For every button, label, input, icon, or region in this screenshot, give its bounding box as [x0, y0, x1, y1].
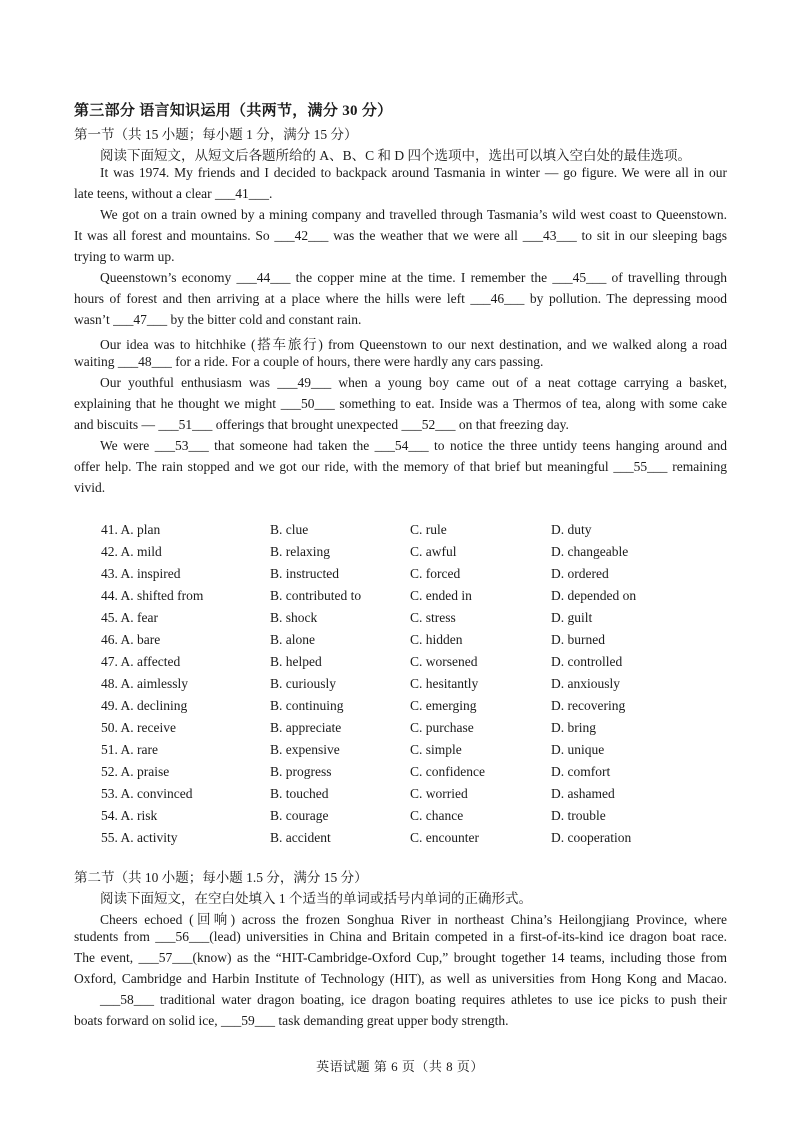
option-row: [101, 654, 721, 674]
option-c: C. rule: [410, 522, 447, 537]
option-a: 44. A. shifted from: [101, 588, 204, 603]
passage-line: offer help. The rain stopped and we got our ride, with the memory of that brief but meaningful ___55___ remaining: [74, 459, 727, 474]
option-a: 49. A. declining: [101, 698, 188, 713]
option-c: C. chance: [410, 808, 464, 823]
option-c: C. awful: [410, 544, 457, 559]
section1-instruction: 阅读下面短文，从短文后各题所给的 A、B、C 和 D 四个选项中，选出可以填入空白处的最佳选项。: [100, 148, 692, 163]
option-c: C. worried: [410, 786, 468, 801]
option-row: [101, 698, 721, 718]
option-a: 55. A. activity: [101, 830, 178, 845]
option-c: C. encounter: [410, 830, 479, 845]
option-d: D. comfort: [551, 764, 611, 779]
option-b: B. expensive: [270, 742, 340, 757]
option-row: [101, 720, 721, 740]
option-a: 43. A. inspired: [101, 566, 181, 581]
option-b: B. curiously: [270, 676, 336, 691]
option-row: [101, 544, 721, 564]
option-b: B. clue: [270, 522, 309, 537]
passage-line: Cheers echoed (回响) across the frozen Songhua River in northeast China’s Heilongjiang Province, where: [100, 912, 727, 927]
passage-line: trying to warm up.: [74, 249, 175, 264]
option-a: 41. A. plan: [101, 522, 161, 537]
option-c: C. hesitantly: [410, 676, 479, 691]
page-footer: 英语试题 第 6 页（共 8 页）: [316, 1059, 484, 1074]
option-a: 42. A. mild: [101, 544, 162, 559]
section2-heading: 第二节（共 10 小题；每小题 1.5 分，满分 15 分）: [74, 870, 368, 885]
option-c: C. emerging: [410, 698, 477, 713]
option-d: D. controlled: [551, 654, 623, 669]
passage-line: We got on a train owned by a mining company and travelled through Tasmania’s wild west coast to Queenstown.: [100, 207, 727, 222]
option-d: D. cooperation: [551, 830, 632, 845]
option-row: [101, 522, 721, 542]
option-row: [101, 786, 721, 806]
option-d: D. bring: [551, 720, 596, 735]
section2-instruction: 阅读下面短文，在空白处填入 1 个适当的单词或括号内单词的正确形式。: [100, 891, 532, 906]
passage-line: Our youthful enthusiasm was ___49___ when a young boy came out of a neat cottage carrying a basket,: [100, 375, 727, 390]
option-a: 46. A. bare: [101, 632, 161, 647]
passage-line: It was 1974. My friends and I decided to backpack around Tasmania in winter — go figure. We were all in our: [100, 165, 727, 180]
option-b: B. continuing: [270, 698, 344, 713]
option-b: B. shock: [270, 610, 318, 625]
option-d: D. burned: [551, 632, 605, 647]
option-row: [101, 588, 721, 608]
option-b: B. courage: [270, 808, 329, 823]
option-b: B. contributed to: [270, 588, 362, 603]
passage-line: Oxford, Cambridge and Harbin Institute of Technology (HIT), as well as universities from Hong Kong and Macao.: [74, 971, 727, 986]
option-c: C. confidence: [410, 764, 485, 779]
passage-line: We were ___53___ that someone had taken the ___54___ to notice the three untidy teens hanging around and: [100, 438, 727, 453]
option-row: [101, 764, 721, 784]
option-row: [101, 632, 721, 652]
option-d: D. duty: [551, 522, 592, 537]
option-row: [101, 610, 721, 630]
option-row: [101, 676, 721, 696]
section1-heading: 第一节（共 15 小题；每小题 1 分，满分 15 分）: [74, 127, 358, 142]
passage-line: wasn’t ___47___ by the bitter cold and constant rain.: [74, 312, 362, 327]
passage-line: hours of forest and then arriving at a place where the hills were left ___46___ by pollution. The depressing mood: [74, 291, 727, 306]
option-c: C. hidden: [410, 632, 463, 647]
option-d: D. ordered: [551, 566, 609, 581]
option-b: B. alone: [270, 632, 315, 647]
option-d: D. unique: [551, 742, 605, 757]
passage-line: Our idea was to hitchhike (搭车旅行) from Queenstown to our next destination, and we walked along a road: [100, 337, 727, 352]
option-c: C. worsened: [410, 654, 478, 669]
option-b: B. progress: [270, 764, 332, 779]
option-a: 47. A. affected: [101, 654, 181, 669]
option-d: D. ashamed: [551, 786, 615, 801]
option-d: D. changeable: [551, 544, 629, 559]
option-c: C. stress: [410, 610, 456, 625]
option-row: [101, 808, 721, 828]
option-b: B. relaxing: [270, 544, 330, 559]
passage-line: waiting ___48___ for a ride. For a couple of hours, there were hardly any cars passing.: [74, 354, 544, 369]
option-a: 54. A. risk: [101, 808, 158, 823]
passage-line: ___58___ traditional water dragon boating, ice dragon boating requires athletes to use ice picks to push their: [100, 992, 727, 1007]
option-row: [101, 830, 721, 850]
option-b: B. accident: [270, 830, 331, 845]
option-a: 48. A. aimlessly: [101, 676, 188, 691]
option-b: B. touched: [270, 786, 329, 801]
passage-line: The event, ___57___(know) as the “HIT-Cambridge-Oxford Cup,” brought together 14 teams, including those from: [74, 950, 727, 965]
option-b: B. helped: [270, 654, 322, 669]
passage-line: Queenstown’s economy ___44___ the copper mine at the time. I remember the ___45___ of travelling through: [100, 270, 727, 285]
option-row: [101, 742, 721, 762]
option-a: 52. A. praise: [101, 764, 170, 779]
option-a: 45. A. fear: [101, 610, 158, 625]
option-a: 53. A. convinced: [101, 786, 193, 801]
passage-line: late teens, without a clear ___41___.: [74, 186, 273, 201]
option-a: 51. A. rare: [101, 742, 158, 757]
option-c: C. simple: [410, 742, 462, 757]
option-d: D. guilt: [551, 610, 593, 625]
option-a: 50. A. receive: [101, 720, 176, 735]
passage-line: vivid.: [74, 480, 106, 495]
option-c: C. purchase: [410, 720, 474, 735]
option-d: D. recovering: [551, 698, 626, 713]
passage-line: It was all forest and mountains. So ___42___ was the weather that we were all ___43___ to sit in our sleeping bags: [74, 228, 727, 243]
passage-line: boats forward on solid ice, ___59___ task demanding great upper body strength.: [74, 1013, 509, 1028]
passage-line: explaining that he thought we might ___50___ something to eat. Inside was a Thermos of tea, along with some cake: [74, 396, 727, 411]
option-d: D. depended on: [551, 588, 637, 603]
option-d: D. trouble: [551, 808, 606, 823]
part-title: 第三部分 语言知识运用（共两节，满分 30 分）: [74, 103, 393, 119]
passage-line: and biscuits — ___51___ offerings that brought unexpected ___52___ on that freezing day.: [74, 417, 569, 432]
passage-line: students from ___56___(lead) universities in China and Britain competed in a first-of-its-kind ice dragon boat race.: [74, 929, 727, 944]
option-c: C. ended in: [410, 588, 472, 603]
option-b: B. appreciate: [270, 720, 342, 735]
option-c: C. forced: [410, 566, 461, 581]
option-row: [101, 566, 721, 586]
option-b: B. instructed: [270, 566, 339, 581]
option-d: D. anxiously: [551, 676, 620, 691]
